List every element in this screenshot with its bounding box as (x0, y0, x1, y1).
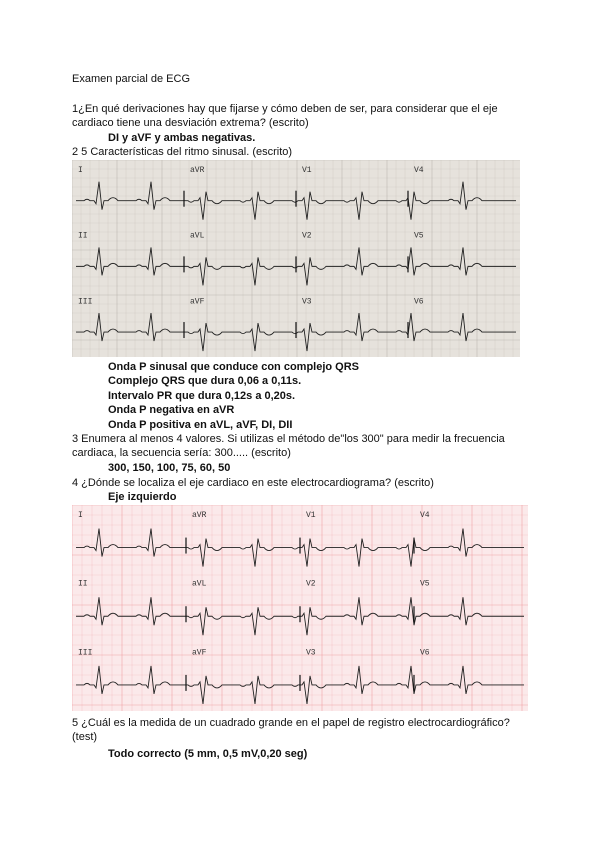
ecg-lead-label: aVF (192, 648, 207, 658)
question-1-line-2: cardiaco tiene una desviación extrema? (escrito) (72, 117, 309, 129)
ecg-lead-label: V3 (306, 648, 316, 658)
question-5-line-1: 5 ¿Cuál es la medida de un cuadrado grande en el papel de registro electrocardiográfico? (72, 717, 510, 729)
ecg-lead-label: V4 (414, 166, 424, 175)
ecg-lead-label: III (78, 648, 93, 658)
answer-1: DI y aVF y ambas negativas. (108, 132, 256, 144)
ecg-image-2 (72, 505, 528, 711)
answer-2-line-5: Onda P positiva en aVL, aVF, DI, DII (108, 419, 293, 431)
ecg-image-1 (72, 160, 520, 357)
ecg-lead-label: V6 (420, 648, 430, 658)
answer-2-line-1: Onda P sinusal que conduce con complejo QRS (108, 361, 360, 373)
ecg-lead-label: V6 (414, 297, 424, 307)
ecg-lead-label: V1 (306, 511, 316, 520)
ecg-lead-label: III (78, 297, 93, 307)
ecg-lead-label: I (78, 166, 83, 175)
ecg-lead-label: aVF (190, 297, 205, 307)
ecg-lead-label: V3 (302, 297, 312, 307)
ecg-lead-label: V5 (420, 579, 430, 589)
answer-3: 300, 150, 100, 75, 60, 50 (108, 462, 231, 474)
ecg-lead-label: V4 (420, 511, 430, 520)
answer-2-line-4: Onda P negativa en aVR (108, 404, 235, 416)
ecg-lead-label: V2 (306, 579, 316, 589)
ecg-lead-label: aVL (192, 579, 207, 589)
question-3-line-1: 3 Enumera al menos 4 valores. Si utilizas el método de"los 300" para medir la frecuencia (72, 433, 505, 445)
question-4-line-1: 4 ¿Dónde se localiza el eje cardiaco en este electrocardiograma? (escrito) (72, 477, 434, 489)
ecg-lead-label: I (78, 511, 83, 520)
answer-2-line-3: Intervalo PR que dura 0,12s a 0,20s. (108, 390, 296, 402)
ecg-lead-label: V1 (302, 166, 312, 175)
ecg-lead-label: aVR (190, 166, 205, 175)
ecg-lead-label: II (78, 231, 88, 241)
question-5-line-2: (test) (72, 731, 98, 743)
ecg-lead-label: V2 (302, 231, 312, 241)
answer-2-line-2: Complejo QRS que dura 0,06 a 0,11s. (108, 375, 302, 387)
ecg-lead-label: II (78, 579, 88, 589)
question-1-line-1: 1¿En qué derivaciones hay que fijarse y cómo deben de ser, para considerar que el eje (72, 103, 498, 115)
ecg-lead-label: aVL (190, 231, 205, 241)
ecg-lead-label: aVR (192, 511, 207, 520)
answer-4: Eje izquierdo (108, 491, 177, 503)
answer-5: Todo correcto (5 mm, 0,5 mV,0,20 seg) (108, 748, 308, 760)
question-2-line-1: 2 5 Características del ritmo sinusal. (escrito) (72, 146, 293, 158)
ecg-lead-label: V5 (414, 231, 424, 241)
document-title: Examen parcial de ECG (72, 73, 190, 85)
question-3-line-2: cardiaca, la secuencia sería: 300..... (escrito) (72, 447, 291, 459)
